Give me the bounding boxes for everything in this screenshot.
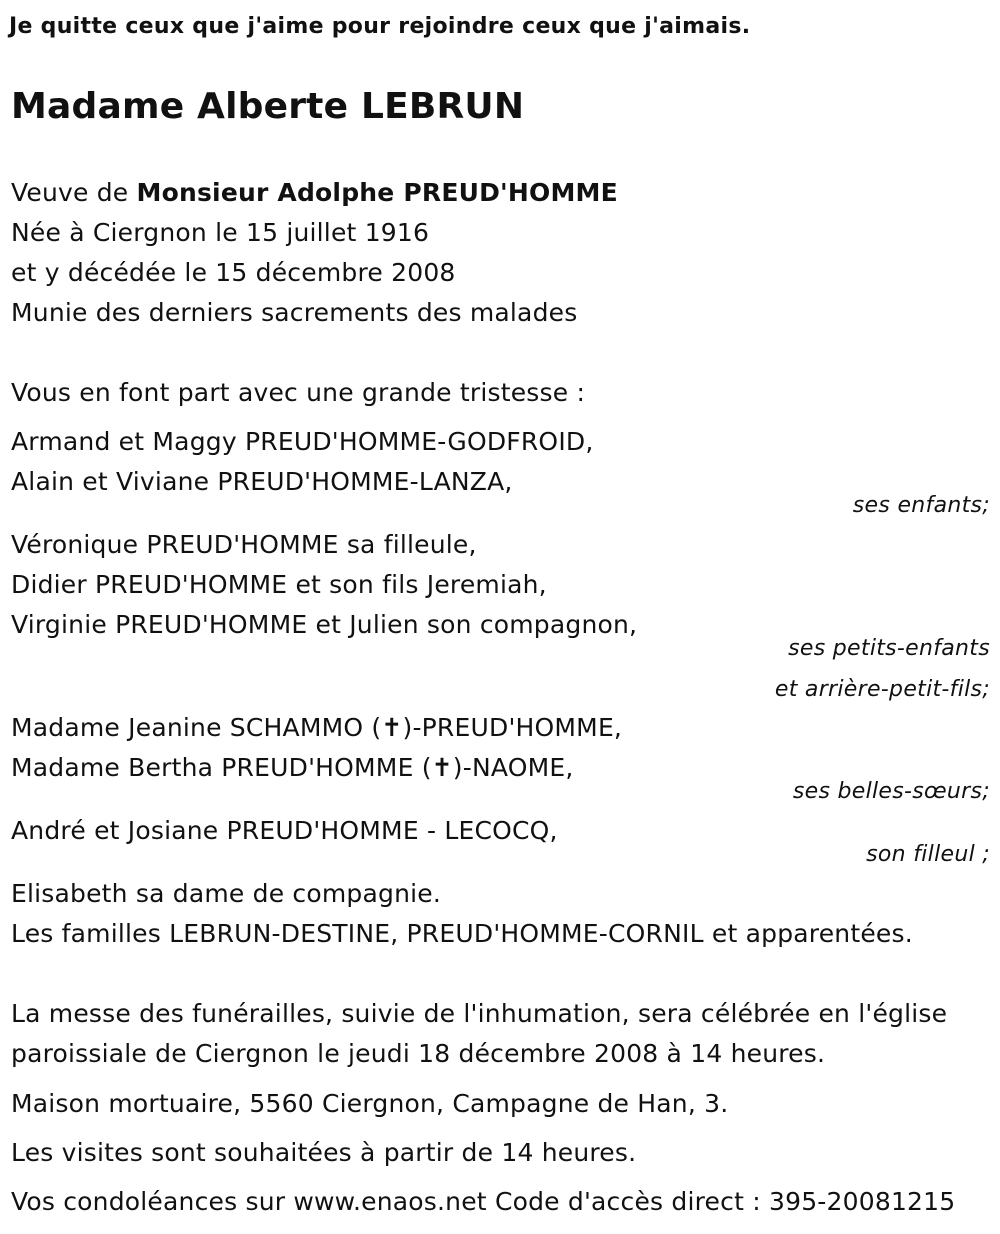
widow-name: Monsieur Adolphe PREUD'HOMME (136, 178, 618, 207)
mortuary-address: Maison mortuaire, 5560 Ciergnon, Campagne de Han, 3. (11, 1089, 729, 1118)
visits-line: Les visites sont souhaitées à partir de 14 heures. (11, 1138, 637, 1167)
funeral-mass-line-2: paroissiale de Ciergnon le jeudi 18 décembre 2008 à 14 heures. (11, 1039, 826, 1068)
birth-line: Née à Ciergnon le 15 juillet 1916 (11, 218, 430, 247)
epigraph-quote: Je quitte ceux que j'aime pour rejoindre ceux que j'aimais. (9, 14, 751, 39)
grandchild-line: Véronique PREUD'HOMME sa filleule, (11, 530, 477, 559)
widow-prefix: Veuve de (11, 178, 137, 207)
child-line: Alain et Viviane PREUD'HOMME-LANZA, (11, 467, 513, 496)
families-line: Les familles LEBRUN-DESTINE, PREUD'HOMME-CORNIL et apparentées. (11, 919, 913, 948)
companion-line: Elisabeth sa dame de compagnie. (11, 879, 442, 908)
widow-line (11, 178, 618, 208)
grandchild-line: Virginie PREUD'HOMME et Julien son compagnon, (11, 610, 638, 639)
funeral-mass-line-1: La messe des funérailles, suivie de l'inhumation, sera célébrée en l'église (11, 999, 948, 1028)
great-grandchild-label: et arrière-petit-fils; (774, 677, 990, 702)
child-line: Armand et Maggy PREUD'HOMME-GODFROID, (11, 427, 594, 456)
godson-line: André et Josiane PREUD'HOMME - LECOCQ, (11, 816, 558, 845)
children-label: ses enfants; (852, 493, 990, 518)
deceased-name: Madame Alberte LEBRUN (11, 86, 525, 127)
sisters-in-law-label: ses belles-sœurs; (792, 779, 990, 804)
death-line: et y décédée le 15 décembre 2008 (11, 258, 456, 287)
condolences-line: Vos condoléances sur www.enaos.net Code d'accès direct : 395-20081215 (11, 1187, 956, 1216)
announcement-line: Vous en font part avec une grande tristesse : (11, 378, 586, 407)
godson-label: son filleul ; (866, 842, 990, 867)
sister-in-law-line: Madame Jeanine SCHAMMO (✝)-PREUD'HOMME, (11, 713, 623, 742)
sacraments-line: Munie des derniers sacrements des malades (11, 298, 578, 327)
grandchildren-label: ses petits-enfants (788, 636, 990, 661)
sister-in-law-line: Madame Bertha PREUD'HOMME (✝)-NAOME, (11, 753, 574, 782)
grandchild-line: Didier PREUD'HOMME et son fils Jeremiah, (11, 570, 547, 599)
